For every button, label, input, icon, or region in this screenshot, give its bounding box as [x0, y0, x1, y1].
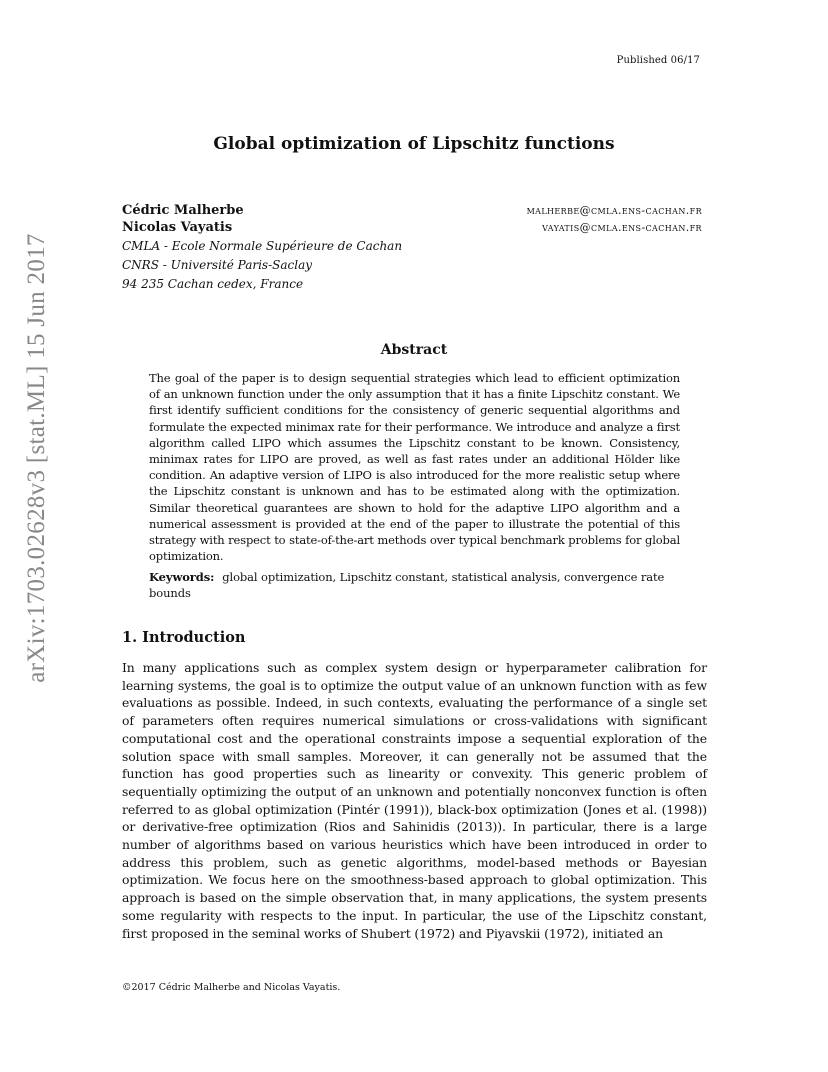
paper-title: Global optimization of Lipschitz functions: [213, 134, 615, 154]
keywords-label: Keywords:: [149, 570, 215, 584]
author-email[interactable]: malherbe@cmla.ens-cachan.fr: [526, 204, 702, 217]
affiliation-line: 94 235 Cachan cedex, France: [122, 277, 304, 291]
abstract-text: The goal of the paper is to design sequential strategies which lead to efficient optimization of an unknown function under the only assumption that it has a finite Lipschitz constant. We first identify sufficient conditions for the consistency of generic sequential algorithms and formulate the expected minimax rate for their performance. We introduce and analyze a first algorithm called LIPO which assumes the Lipschitz constant to be known. Consistency, minimax rates for LIPO are proved, as well as fast rates under an additional Hölder like condition. An adaptive version of LIPO is also introduced for the more realistic setup where the Lipschitz constant is unknown and has to be estimated along with the optimization. Similar theoretical guarantees are shown to hold for the adaptive LIPO algorithm and a numerical assessment is provided at the end of the paper to illustrate the potential of this strategy with respect to state-of-the-art methods over typical benchmark problems for global optimization.: [149, 371, 680, 564]
published-date: Published 06/17: [616, 55, 700, 66]
section-heading: 1. Introduction: [122, 629, 246, 646]
arxiv-identifier[interactable]: arXiv:1703.02628v3 [stat.ML] 15 Jun 2017: [23, 233, 50, 683]
author-block: [122, 203, 702, 294]
author-row: [122, 203, 702, 220]
author-email[interactable]: vayatis@cmla.ens-cachan.fr: [542, 221, 702, 234]
author-name: Nicolas Vayatis: [122, 220, 233, 235]
keywords-text: global optimization, Lipschitz constant, statistical analysis, convergence rate bounds: [149, 570, 665, 601]
affiliation-line: CNRS - Université Paris-Saclay: [122, 258, 312, 272]
affiliation-line: CMLA - Ecole Normale Supérieure de Cachan: [122, 239, 403, 253]
author-name: Cédric Malherbe: [122, 203, 244, 218]
author-row: [122, 220, 702, 237]
keywords: [149, 569, 680, 601]
copyright-notice: ©2017 Cédric Malherbe and Nicolas Vayatis.: [122, 982, 341, 993]
introduction-text: In many applications such as complex system design or hyperparameter calibration for learning systems, the goal is to optimize the output value of an unknown function with as few evaluations as possible. Indeed, in such contexts, evaluating the performance of a single set of parameters often requires numerical simulations or cross-validations with significant computational cost and the operational constraints impose a sequential exploration of the solution space with small samples. Moreover, it can generally not be assumed that the function has good properties such as linearity or convexity. This generic problem of sequentially optimizing the output of an unknown and potentially nonconvex function is often referred to as global optimization (Pintér (1991)), black-box optimization (Jones et al. (1998)) or derivative-free optimization (Rios and Sahinidis (2013)). In particular, there is a large number of algorithms based on various heuristics which have been introduced in order to address this problem, such as genetic algorithms, model-based methods or Bayesian optimization. We focus here on the smoothness-based approach to global optimization. This approach is based on the simple observation that, in many applications, the system presents some regularity with respects to the input. In particular, the use of the Lipschitz constant, first proposed in the seminal works of Shubert (1972) and Piyavskii (1972), initiated an: [122, 660, 707, 941]
abstract-heading: Abstract: [380, 342, 448, 358]
